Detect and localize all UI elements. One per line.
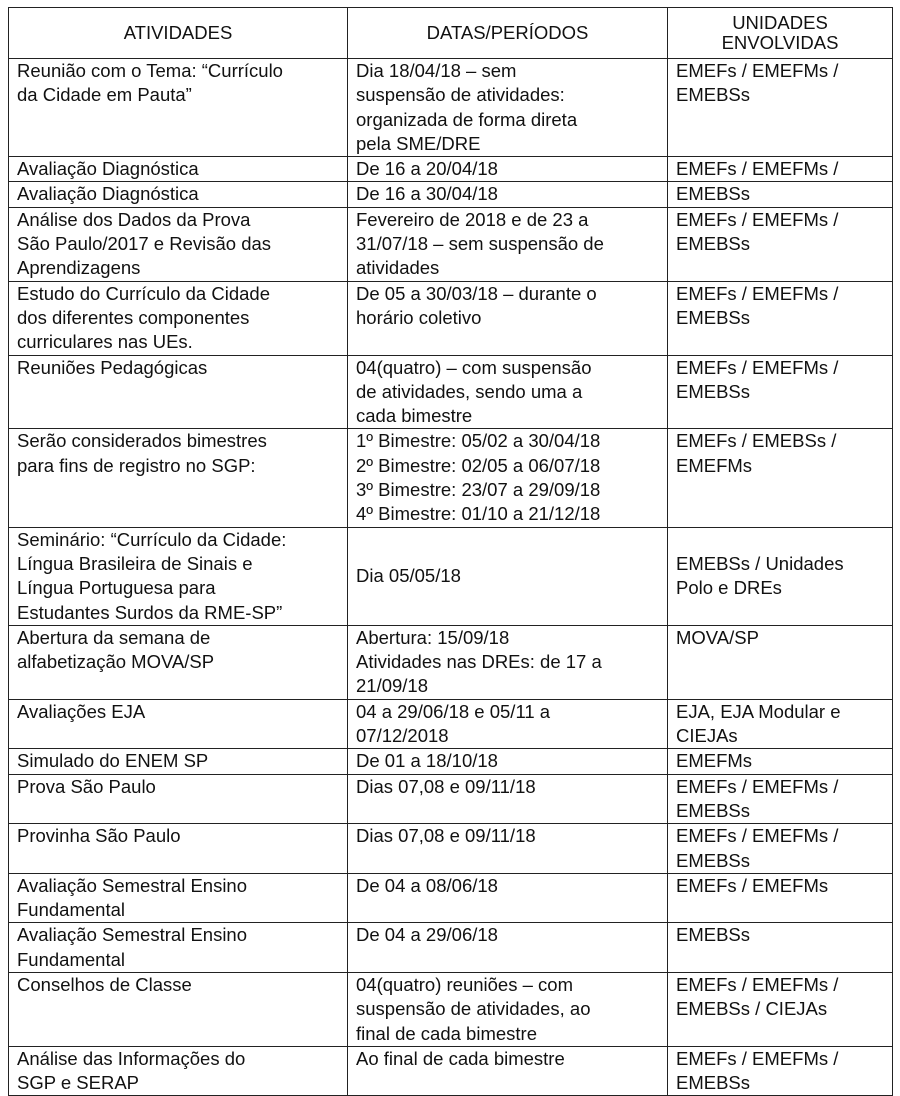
table-row (9, 625, 893, 699)
table-row (9, 774, 893, 824)
datas-cell: De 01 a 18/10/18 (348, 749, 668, 774)
unidades-cell: EMEFs / EMEFMs / (668, 157, 893, 182)
unidades-cell: EMEFs / EMEFMs / EMEBSs / CIEJAs (668, 972, 893, 1046)
datas-cell: De 04 a 08/06/18 (348, 873, 668, 923)
datas-cell: De 16 a 20/04/18 (348, 157, 668, 182)
unidades-cell: EMEFs / EMEBSs / EMEFMs (668, 429, 893, 527)
header-unidades-envolvidas: UNIDADES ENVOLVIDAS (668, 8, 893, 59)
table-row (9, 824, 893, 874)
atividade-cell: Avaliação Diagnóstica (9, 157, 348, 182)
atividade-cell: Análise dos Dados da Prova São Paulo/2017 e Revisão das Aprendizagens (9, 207, 348, 281)
unidades-cell: EMEFs / EMEFMs (668, 873, 893, 923)
atividade-cell: Reuniões Pedagógicas (9, 355, 348, 429)
table-row (9, 1046, 893, 1096)
table-row (9, 429, 893, 527)
datas-cell: Dias 07,08 e 09/11/18 (348, 824, 668, 874)
atividade-cell: Prova São Paulo (9, 774, 348, 824)
datas-cell: Dia 05/05/18 (348, 527, 668, 625)
table-row (9, 281, 893, 355)
atividade-cell: Seminário: “Currículo da Cidade: Língua Brasileira de Sinais e Língua Portuguesa para Estudantes Surdos da RME-SP” (9, 527, 348, 625)
table-row (9, 699, 893, 749)
table-row (9, 59, 893, 157)
atividade-cell: Avaliação Semestral Ensino Fundamental (9, 923, 348, 973)
datas-cell: Dias 07,08 e 09/11/18 (348, 774, 668, 824)
atividade-cell: Avaliação Diagnóstica (9, 182, 348, 207)
datas-cell: Abertura: 15/09/18 Atividades nas DREs: de 17 a 21/09/18 (348, 625, 668, 699)
atividade-cell: Avaliações EJA (9, 699, 348, 749)
unidades-cell: EMEFs / EMEFMs / EMEBSs (668, 824, 893, 874)
unidades-cell: EMEFs / EMEFMs / EMEBSs (668, 355, 893, 429)
atividade-cell: Estudo do Currículo da Cidade dos diferentes componentes curriculares nas UEs. (9, 281, 348, 355)
datas-cell: 04(quatro) reuniões – com suspensão de atividades, ao final de cada bimestre (348, 972, 668, 1046)
table-row (9, 972, 893, 1046)
unidades-cell: EMEBSs (668, 923, 893, 973)
atividade-cell: Reunião com o Tema: “Currículo da Cidade em Pauta” (9, 59, 348, 157)
header-atividades: ATIVIDADES (9, 8, 348, 59)
datas-cell: De 05 a 30/03/18 – durante o horário coletivo (348, 281, 668, 355)
table-row (9, 207, 893, 281)
unidades-cell: EMEBSs (668, 182, 893, 207)
datas-cell: 04 a 29/06/18 e 05/11 a 07/12/2018 (348, 699, 668, 749)
table-row (9, 923, 893, 973)
header-datas-periodos: DATAS/PERÍODOS (348, 8, 668, 59)
unidades-cell: EMEFs / EMEFMs / EMEBSs (668, 1046, 893, 1096)
datas-cell: De 04 a 29/06/18 (348, 923, 668, 973)
atividade-cell: Abertura da semana de alfabetização MOVA/SP (9, 625, 348, 699)
unidades-cell: EMEBSs / Unidades Polo e DREs (668, 527, 893, 625)
unidades-cell: EMEFs / EMEFMs / EMEBSs (668, 59, 893, 157)
table-row (9, 355, 893, 429)
table-row (9, 182, 893, 207)
activities-table (8, 7, 893, 1096)
unidades-cell: EMEFs / EMEFMs / EMEBSs (668, 207, 893, 281)
datas-cell: Fevereiro de 2018 e de 23 a 31/07/18 – sem suspensão de atividades (348, 207, 668, 281)
table-row (9, 873, 893, 923)
table-row (9, 749, 893, 774)
unidades-cell: EMEFs / EMEFMs / EMEBSs (668, 774, 893, 824)
datas-cell: Dia 18/04/18 – sem suspensão de atividades: organizada de forma direta pela SME/DRE (348, 59, 668, 157)
unidades-cell: EMEFs / EMEFMs / EMEBSs (668, 281, 893, 355)
unidades-cell: MOVA/SP (668, 625, 893, 699)
atividade-cell: Análise das Informações do SGP e SERAP (9, 1046, 348, 1096)
datas-cell: 04(quatro) – com suspensão de atividades, sendo uma a cada bimestre (348, 355, 668, 429)
atividade-cell: Conselhos de Classe (9, 972, 348, 1046)
atividade-cell: Serão considerados bimestres para fins de registro no SGP: (9, 429, 348, 527)
datas-cell: De 16 a 30/04/18 (348, 182, 668, 207)
table-row (9, 527, 893, 625)
datas-cell: Ao final de cada bimestre (348, 1046, 668, 1096)
table-header-row (9, 8, 893, 59)
datas-cell: 1º Bimestre: 05/02 a 30/04/18 2º Bimestre: 02/05 a 06/07/18 3º Bimestre: 23/07 a 29/09/18 4º Bimestre: 01/10 a 21/12/18 (348, 429, 668, 527)
table-row (9, 157, 893, 182)
unidades-cell: EJA, EJA Modular e CIEJAs (668, 699, 893, 749)
unidades-cell: EMEFMs (668, 749, 893, 774)
atividade-cell: Simulado do ENEM SP (9, 749, 348, 774)
atividade-cell: Provinha São Paulo (9, 824, 348, 874)
atividade-cell: Avaliação Semestral Ensino Fundamental (9, 873, 348, 923)
